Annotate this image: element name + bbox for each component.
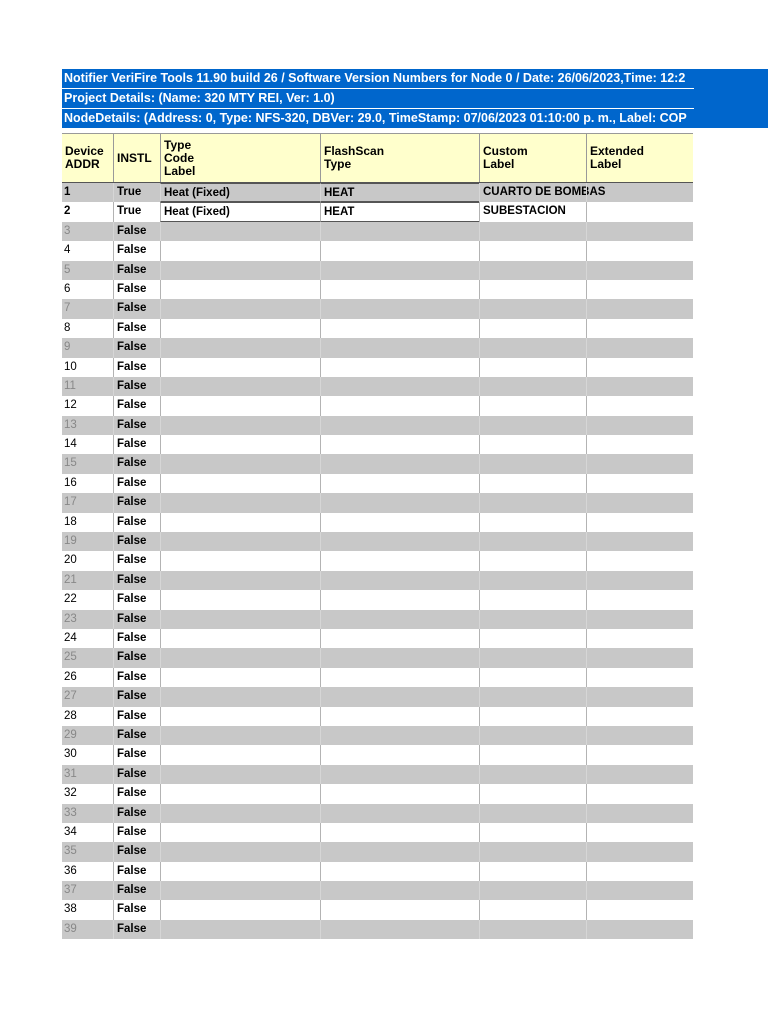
extended-label-cell[interactable] xyxy=(586,590,693,609)
device-addr-cell[interactable]: 34 xyxy=(64,825,77,838)
table-row[interactable] xyxy=(62,513,693,532)
flashscan-type-cell[interactable] xyxy=(320,920,479,939)
table-row[interactable] xyxy=(62,648,693,667)
custom-label-cell[interactable] xyxy=(479,804,586,823)
device-addr-cell[interactable]: 4 xyxy=(64,244,71,257)
instl-cell[interactable]: False xyxy=(113,338,160,357)
type-code-cell[interactable] xyxy=(160,765,320,784)
device-addr-cell[interactable]: 28 xyxy=(64,709,77,722)
device-table xyxy=(62,133,693,939)
type-code-cell[interactable] xyxy=(160,707,320,726)
instl-cell[interactable]: False xyxy=(113,610,160,629)
flashscan-type-cell[interactable] xyxy=(320,881,479,900)
extended-label-cell[interactable] xyxy=(586,435,693,454)
type-code-cell[interactable] xyxy=(160,377,320,396)
instl-cell[interactable]: False xyxy=(113,396,160,415)
extended-label-cell[interactable] xyxy=(586,842,693,861)
type-code-cell[interactable] xyxy=(160,881,320,900)
device-addr-cell[interactable]: 20 xyxy=(64,554,77,567)
flashscan-type-cell[interactable] xyxy=(320,571,479,590)
extended-label-cell[interactable] xyxy=(586,493,693,512)
extended-label-cell[interactable] xyxy=(586,745,693,764)
type-code-cell[interactable] xyxy=(160,629,320,648)
extended-label-cell[interactable] xyxy=(586,319,693,338)
instl-cell[interactable]: True xyxy=(113,202,160,221)
extended-label-cell[interactable] xyxy=(586,571,693,590)
instl-cell[interactable]: False xyxy=(113,920,160,939)
instl-cell[interactable]: False xyxy=(113,784,160,803)
table-row[interactable] xyxy=(62,377,693,396)
type-code-cell[interactable] xyxy=(160,590,320,609)
table-row[interactable] xyxy=(62,842,693,861)
extended-label-cell[interactable] xyxy=(586,222,693,241)
extended-label-cell[interactable] xyxy=(586,668,693,687)
custom-label-cell[interactable] xyxy=(479,396,586,415)
instl-cell[interactable]: True xyxy=(113,183,160,202)
flashscan-type-cell[interactable] xyxy=(320,629,479,648)
type-code-cell[interactable] xyxy=(160,745,320,764)
device-addr-cell[interactable]: 25 xyxy=(64,651,77,664)
instl-cell[interactable]: False xyxy=(113,299,160,318)
extended-label-cell[interactable] xyxy=(586,804,693,823)
type-code-cell[interactable] xyxy=(160,532,320,551)
type-code-cell[interactable]: Heat (Fixed) xyxy=(160,202,320,221)
custom-label-cell[interactable] xyxy=(479,707,586,726)
type-code-cell[interactable] xyxy=(160,280,320,299)
type-code-cell[interactable] xyxy=(160,513,320,532)
device-addr-cell[interactable]: 13 xyxy=(64,418,77,431)
instl-cell[interactable]: False xyxy=(113,358,160,377)
custom-label-cell[interactable] xyxy=(479,610,586,629)
extended-label-cell[interactable] xyxy=(586,900,693,919)
type-code-cell[interactable] xyxy=(160,396,320,415)
flashscan-type-cell[interactable] xyxy=(320,396,479,415)
extended-label-cell[interactable] xyxy=(586,474,693,493)
custom-label-cell[interactable] xyxy=(479,629,586,648)
table-row[interactable] xyxy=(62,532,693,551)
extended-label-cell[interactable] xyxy=(586,299,693,318)
device-addr-cell[interactable]: 16 xyxy=(64,476,77,489)
table-row[interactable] xyxy=(62,881,693,900)
type-code-cell[interactable] xyxy=(160,299,320,318)
table-row[interactable] xyxy=(62,862,693,881)
column-header-instl[interactable]: INSTL xyxy=(113,134,160,182)
table-row[interactable] xyxy=(62,338,693,357)
table-row[interactable] xyxy=(62,551,693,570)
instl-cell[interactable]: False xyxy=(113,804,160,823)
column-header-extended-label[interactable]: Extended Label xyxy=(586,134,693,182)
flashscan-type-cell[interactable] xyxy=(320,610,479,629)
table-row[interactable] xyxy=(62,202,693,221)
instl-cell[interactable]: False xyxy=(113,513,160,532)
table-row[interactable] xyxy=(62,358,693,377)
instl-cell[interactable]: False xyxy=(113,319,160,338)
type-code-cell[interactable] xyxy=(160,261,320,280)
custom-label-cell[interactable] xyxy=(479,241,586,260)
flashscan-type-cell[interactable] xyxy=(320,435,479,454)
table-row[interactable] xyxy=(62,183,693,202)
device-addr-cell[interactable]: 26 xyxy=(64,670,77,683)
table-row[interactable] xyxy=(62,222,693,241)
instl-cell[interactable]: False xyxy=(113,881,160,900)
type-code-cell[interactable] xyxy=(160,842,320,861)
extended-label-cell[interactable] xyxy=(586,377,693,396)
type-code-cell[interactable] xyxy=(160,862,320,881)
type-code-cell[interactable] xyxy=(160,571,320,590)
device-addr-cell[interactable]: 3 xyxy=(64,224,71,237)
type-code-cell[interactable] xyxy=(160,474,320,493)
flashscan-type-cell[interactable] xyxy=(320,707,479,726)
table-row[interactable] xyxy=(62,784,693,803)
device-addr-cell[interactable]: 21 xyxy=(64,573,77,586)
type-code-cell[interactable] xyxy=(160,319,320,338)
instl-cell[interactable]: False xyxy=(113,435,160,454)
type-code-cell[interactable] xyxy=(160,454,320,473)
table-header-row xyxy=(62,133,693,183)
flashscan-type-cell[interactable] xyxy=(320,241,479,260)
flashscan-type-cell[interactable] xyxy=(320,590,479,609)
custom-label-cell[interactable] xyxy=(479,551,586,570)
instl-cell[interactable]: False xyxy=(113,241,160,260)
table-row[interactable] xyxy=(62,319,693,338)
extended-label-cell[interactable] xyxy=(586,202,693,221)
custom-label-cell[interactable] xyxy=(479,493,586,512)
instl-cell[interactable]: False xyxy=(113,416,160,435)
device-addr-cell[interactable]: 18 xyxy=(64,515,77,528)
device-addr-cell[interactable]: 36 xyxy=(64,864,77,877)
extended-label-cell[interactable] xyxy=(586,707,693,726)
table-row[interactable] xyxy=(62,474,693,493)
device-addr-cell[interactable]: 31 xyxy=(64,767,77,780)
column-header-device-addr[interactable]: Device ADDR xyxy=(65,144,104,171)
instl-cell[interactable]: False xyxy=(113,280,160,299)
table-row[interactable] xyxy=(62,396,693,415)
custom-label-cell[interactable] xyxy=(479,416,586,435)
flashscan-type-cell[interactable] xyxy=(320,862,479,881)
custom-label-cell[interactable] xyxy=(479,377,586,396)
extended-label-cell[interactable] xyxy=(586,629,693,648)
type-code-cell[interactable] xyxy=(160,687,320,706)
flashscan-type-cell[interactable] xyxy=(320,900,479,919)
node-details-line: NodeDetails: (Address: 0, Type: NFS-320, DBVer: 29.0, TimeStamp: 07/06/2023 01:10:00 p. m., Label: COP xyxy=(64,111,687,125)
flashscan-type-cell[interactable] xyxy=(320,454,479,473)
flashscan-type-cell[interactable] xyxy=(320,804,479,823)
instl-cell[interactable]: False xyxy=(113,571,160,590)
extended-label-cell[interactable] xyxy=(586,551,693,570)
extended-label-cell[interactable] xyxy=(586,416,693,435)
instl-cell[interactable]: False xyxy=(113,474,160,493)
table-row[interactable] xyxy=(62,435,693,454)
custom-label-cell[interactable] xyxy=(479,823,586,842)
table-row[interactable] xyxy=(62,668,693,687)
flashscan-type-cell[interactable] xyxy=(320,842,479,861)
table-row[interactable] xyxy=(62,629,693,648)
table-row[interactable] xyxy=(62,416,693,435)
flashscan-type-cell[interactable] xyxy=(320,668,479,687)
instl-cell[interactable]: False xyxy=(113,745,160,764)
custom-label-cell[interactable] xyxy=(479,920,586,939)
table-row[interactable] xyxy=(62,299,693,318)
custom-label-cell[interactable]: SUBESTACION xyxy=(479,202,586,221)
flashscan-type-cell[interactable] xyxy=(320,745,479,764)
device-addr-cell[interactable]: 37 xyxy=(64,884,77,897)
flashscan-type-cell[interactable] xyxy=(320,416,479,435)
column-header-custom-label[interactable]: Custom Label xyxy=(479,134,586,182)
report-title-line: Notifier VeriFire Tools 11.90 build 26 / Software Version Numbers for Node 0 / Date: 26/06/2023,Time: 12:2 xyxy=(64,71,686,85)
flashscan-type-cell[interactable] xyxy=(320,280,479,299)
custom-label-cell[interactable]: CUARTO DE BOMBAS xyxy=(479,183,586,202)
type-code-cell[interactable] xyxy=(160,920,320,939)
device-addr-cell[interactable]: 30 xyxy=(64,748,77,761)
flashscan-type-cell[interactable] xyxy=(320,222,479,241)
instl-cell[interactable]: False xyxy=(113,842,160,861)
instl-cell[interactable]: False xyxy=(113,726,160,745)
flashscan-type-cell[interactable]: HEAT xyxy=(320,183,479,202)
flashscan-type-cell[interactable] xyxy=(320,648,479,667)
flashscan-type-cell[interactable] xyxy=(320,319,479,338)
custom-label-cell[interactable] xyxy=(479,745,586,764)
extended-label-cell[interactable] xyxy=(586,261,693,280)
table-row[interactable] xyxy=(62,765,693,784)
table-row[interactable] xyxy=(62,823,693,842)
flashscan-type-cell[interactable] xyxy=(320,765,479,784)
device-addr-cell[interactable]: 14 xyxy=(64,438,77,451)
table-row[interactable] xyxy=(62,900,693,919)
table-row[interactable] xyxy=(62,590,693,609)
custom-label-cell[interactable] xyxy=(479,338,586,357)
type-code-cell[interactable] xyxy=(160,551,320,570)
table-row[interactable] xyxy=(62,241,693,260)
type-code-cell[interactable] xyxy=(160,222,320,241)
custom-label-cell[interactable] xyxy=(479,299,586,318)
type-code-cell[interactable] xyxy=(160,338,320,357)
extended-label-cell[interactable] xyxy=(586,823,693,842)
custom-label-cell[interactable] xyxy=(479,862,586,881)
custom-label-cell[interactable] xyxy=(479,222,586,241)
type-code-cell[interactable] xyxy=(160,416,320,435)
type-code-cell[interactable] xyxy=(160,648,320,667)
instl-cell[interactable]: False xyxy=(113,377,160,396)
device-addr-cell[interactable]: 12 xyxy=(64,399,77,412)
custom-label-cell[interactable] xyxy=(479,842,586,861)
table-row[interactable] xyxy=(62,804,693,823)
device-addr-cell[interactable]: 19 xyxy=(64,535,77,548)
project-details-line: Project Details: (Name: 320 MTY REI, Ver: 1.0) xyxy=(64,91,335,105)
extended-label-cell[interactable] xyxy=(586,881,693,900)
device-addr-cell[interactable]: 22 xyxy=(64,593,77,606)
device-addr-cell[interactable]: 27 xyxy=(64,690,77,703)
device-addr-cell[interactable]: 23 xyxy=(64,612,77,625)
device-addr-cell[interactable]: 15 xyxy=(64,457,77,470)
table-row[interactable] xyxy=(62,280,693,299)
extended-label-cell[interactable] xyxy=(586,358,693,377)
custom-label-cell[interactable] xyxy=(479,532,586,551)
instl-cell[interactable]: False xyxy=(113,454,160,473)
device-addr-cell[interactable]: 24 xyxy=(64,631,77,644)
custom-label-cell[interactable] xyxy=(479,261,586,280)
custom-label-cell[interactable] xyxy=(479,280,586,299)
type-code-cell[interactable] xyxy=(160,823,320,842)
flashscan-type-cell[interactable]: HEAT xyxy=(320,202,479,221)
table-row[interactable] xyxy=(62,610,693,629)
flashscan-type-cell[interactable] xyxy=(320,338,479,357)
instl-cell[interactable]: False xyxy=(113,532,160,551)
custom-label-cell[interactable] xyxy=(479,881,586,900)
device-addr-cell[interactable]: 39 xyxy=(64,922,77,935)
device-addr-cell[interactable]: 17 xyxy=(64,496,77,509)
custom-label-cell[interactable] xyxy=(479,435,586,454)
table-row[interactable] xyxy=(62,726,693,745)
device-addr-cell[interactable]: 7 xyxy=(64,302,71,315)
custom-label-cell[interactable] xyxy=(479,513,586,532)
extended-label-cell[interactable] xyxy=(586,338,693,357)
device-addr-cell[interactable]: 33 xyxy=(64,806,77,819)
extended-label-cell[interactable] xyxy=(586,862,693,881)
device-addr-cell[interactable]: 9 xyxy=(64,341,71,354)
instl-cell[interactable]: False xyxy=(113,648,160,667)
flashscan-type-cell[interactable] xyxy=(320,299,479,318)
table-row[interactable] xyxy=(62,571,693,590)
instl-cell[interactable]: False xyxy=(113,862,160,881)
custom-label-cell[interactable] xyxy=(479,648,586,667)
custom-label-cell[interactable] xyxy=(479,726,586,745)
type-code-cell[interactable] xyxy=(160,668,320,687)
type-code-cell[interactable] xyxy=(160,804,320,823)
custom-label-cell[interactable] xyxy=(479,765,586,784)
column-header-type-code-label[interactable]: Type Code Label xyxy=(160,134,320,182)
device-addr-cell[interactable]: 6 xyxy=(64,282,71,295)
device-addr-cell[interactable]: 35 xyxy=(64,845,77,858)
instl-cell[interactable]: False xyxy=(113,493,160,512)
device-addr-cell[interactable]: 10 xyxy=(64,360,77,373)
instl-cell[interactable]: False xyxy=(113,590,160,609)
device-addr-cell[interactable]: 29 xyxy=(64,728,77,741)
table-row[interactable] xyxy=(62,493,693,512)
flashscan-type-cell[interactable] xyxy=(320,784,479,803)
extended-label-cell[interactable] xyxy=(586,241,693,260)
type-code-cell[interactable] xyxy=(160,784,320,803)
type-code-cell[interactable] xyxy=(160,610,320,629)
flashscan-type-cell[interactable] xyxy=(320,726,479,745)
extended-label-cell[interactable] xyxy=(586,920,693,939)
flashscan-type-cell[interactable] xyxy=(320,687,479,706)
table-body xyxy=(62,183,693,939)
flashscan-type-cell[interactable] xyxy=(320,532,479,551)
flashscan-type-cell[interactable] xyxy=(320,358,479,377)
extended-label-cell[interactable] xyxy=(586,183,693,202)
instl-cell[interactable]: False xyxy=(113,900,160,919)
custom-label-cell[interactable] xyxy=(479,687,586,706)
flashscan-type-cell[interactable] xyxy=(320,823,479,842)
instl-cell[interactable]: False xyxy=(113,261,160,280)
type-code-cell[interactable] xyxy=(160,358,320,377)
table-row[interactable] xyxy=(62,920,693,939)
device-addr-cell[interactable]: 11 xyxy=(64,379,76,392)
flashscan-type-cell[interactable] xyxy=(320,377,479,396)
table-row[interactable] xyxy=(62,454,693,473)
device-addr-cell[interactable]: 5 xyxy=(64,263,71,276)
type-code-cell[interactable]: Heat (Fixed) xyxy=(160,183,320,202)
flashscan-type-cell[interactable] xyxy=(320,551,479,570)
type-code-cell[interactable] xyxy=(160,435,320,454)
custom-label-cell[interactable] xyxy=(479,590,586,609)
extended-label-cell[interactable] xyxy=(586,687,693,706)
custom-label-cell[interactable] xyxy=(479,319,586,338)
extended-label-cell[interactable] xyxy=(586,610,693,629)
extended-label-cell[interactable] xyxy=(586,765,693,784)
extended-label-cell[interactable] xyxy=(586,532,693,551)
flashscan-type-cell[interactable] xyxy=(320,493,479,512)
type-code-cell[interactable] xyxy=(160,241,320,260)
custom-label-cell[interactable] xyxy=(479,900,586,919)
instl-cell[interactable]: False xyxy=(113,687,160,706)
extended-label-cell[interactable] xyxy=(586,280,693,299)
table-row[interactable] xyxy=(62,707,693,726)
custom-label-cell[interactable] xyxy=(479,358,586,377)
device-addr-cell[interactable]: 1 xyxy=(64,186,71,198)
extended-label-cell[interactable] xyxy=(586,648,693,667)
table-row[interactable] xyxy=(62,745,693,764)
flashscan-type-cell[interactable] xyxy=(320,513,479,532)
type-code-cell[interactable] xyxy=(160,726,320,745)
type-code-cell[interactable] xyxy=(160,900,320,919)
custom-label-cell[interactable] xyxy=(479,571,586,590)
extended-label-cell[interactable] xyxy=(586,726,693,745)
device-addr-cell[interactable]: 2 xyxy=(64,205,71,218)
table-row[interactable] xyxy=(62,687,693,706)
instl-cell[interactable]: False xyxy=(113,629,160,648)
custom-label-cell[interactable] xyxy=(479,474,586,493)
flashscan-type-cell[interactable] xyxy=(320,261,479,280)
instl-cell[interactable]: False xyxy=(113,823,160,842)
type-code-cell[interactable] xyxy=(160,493,320,512)
custom-label-cell[interactable] xyxy=(479,454,586,473)
device-addr-cell[interactable]: 8 xyxy=(64,321,71,334)
extended-label-cell[interactable] xyxy=(586,513,693,532)
flashscan-type-cell[interactable] xyxy=(320,474,479,493)
instl-cell[interactable]: False xyxy=(113,765,160,784)
device-addr-cell[interactable]: 32 xyxy=(64,787,77,800)
instl-cell[interactable]: False xyxy=(113,668,160,687)
extended-label-cell[interactable] xyxy=(586,784,693,803)
table-row[interactable] xyxy=(62,261,693,280)
instl-cell[interactable]: False xyxy=(113,707,160,726)
instl-cell[interactable]: False xyxy=(113,551,160,570)
column-header-flashscan-type[interactable]: FlashScan Type xyxy=(320,134,479,182)
custom-label-cell[interactable] xyxy=(479,784,586,803)
custom-label-cell[interactable] xyxy=(479,668,586,687)
extended-label-cell[interactable] xyxy=(586,454,693,473)
extended-label-cell[interactable] xyxy=(586,396,693,415)
instl-cell[interactable]: False xyxy=(113,222,160,241)
device-addr-cell[interactable]: 38 xyxy=(64,903,77,916)
